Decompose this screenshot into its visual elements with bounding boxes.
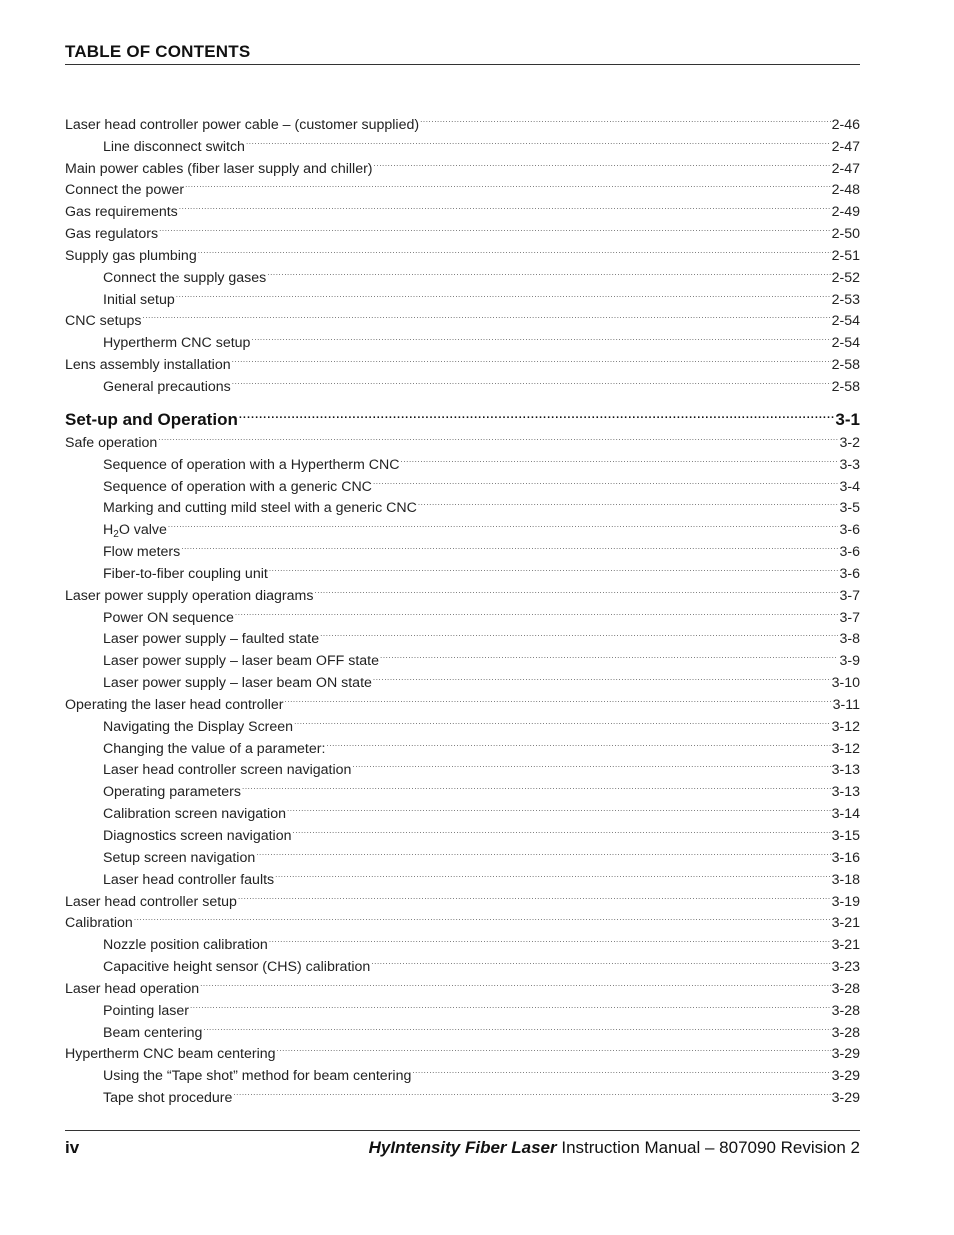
- toc-leader-dots: [232, 347, 831, 369]
- page-footer: [65, 1130, 860, 1171]
- toc-entry-title: Laser power supply operation diagrams: [65, 587, 314, 604]
- toc-leader-dots: [176, 282, 831, 304]
- toc-entry-page: 2-58: [831, 357, 860, 374]
- table-of-contents: [65, 107, 860, 1107]
- toc-entry-page: 3-11: [832, 696, 860, 713]
- toc-leader-dots: [373, 469, 839, 491]
- toc-leader-dots: [239, 399, 835, 425]
- toc-entry-title: Sequence of operation with a generic CNC: [103, 478, 372, 495]
- toc-entry[interactable]: [65, 556, 860, 582]
- toc-entry-title: Setup screen navigation: [103, 849, 256, 866]
- toc-entry-title: Initial setup: [103, 291, 175, 308]
- toc-entry-page: 3-5: [839, 500, 860, 517]
- toc-leader-dots: [233, 1080, 830, 1102]
- toc-entry-title: Laser head controller power cable – (customer supplied): [65, 116, 420, 133]
- toc-entry-page: 2-49: [831, 204, 860, 221]
- toc-entry[interactable]: [65, 173, 860, 199]
- toc-leader-dots: [168, 512, 839, 534]
- toc-entry-title: Capacitive height sensor (CHS) calibration: [103, 959, 371, 976]
- toc-leader-dots: [380, 643, 838, 665]
- toc-entry-page: 3-6: [839, 522, 860, 539]
- toc-leader-dots: [371, 949, 830, 971]
- toc-chapter-heading[interactable]: [65, 399, 860, 429]
- toc-chapter-page: 3-1: [835, 409, 860, 429]
- toc-leader-dots: [314, 578, 838, 600]
- toc-leader-dots: [412, 1058, 830, 1080]
- toc-entry-title: Sequence of operation with a Hypertherm CNC: [103, 456, 400, 473]
- toc-entry-page: 3-3: [839, 456, 860, 473]
- toc-entry-title: Laser power supply – laser beam OFF state: [103, 653, 379, 670]
- toc-entry-page: 2-53: [831, 291, 860, 308]
- toc-leader-dots: [256, 840, 830, 862]
- toc-leader-dots: [190, 993, 831, 1015]
- toc-entry-page: 2-50: [831, 226, 860, 243]
- toc-entry-page: 2-54: [831, 335, 860, 352]
- toc-entry-page: 3-21: [831, 937, 860, 954]
- toc-entry-title: CNC setups: [65, 313, 142, 330]
- page-title: TABLE OF CONTENTS: [65, 42, 251, 61]
- toc-entry-page: 3-9: [839, 653, 860, 670]
- toc-entry-page: 3-7: [839, 587, 860, 604]
- toc-entry[interactable]: [65, 534, 860, 561]
- toc-leader-dots: [326, 731, 830, 753]
- toc-leader-dots: [158, 425, 838, 447]
- toc-leader-dots: [275, 862, 830, 884]
- toc-entry-title: Changing the value of a parameter:: [103, 740, 326, 757]
- toc-leader-dots: [159, 216, 831, 238]
- toc-entry-page: 3-29: [831, 1068, 860, 1085]
- toc-entry[interactable]: [65, 425, 860, 451]
- toc-entry-title: Calibration screen navigation: [103, 806, 286, 823]
- toc-entry-page: 3-16: [831, 849, 860, 866]
- toc-entry-title: Supply gas plumbing: [65, 247, 197, 264]
- toc-entry-page: 3-18: [831, 871, 860, 888]
- toc-leader-dots: [142, 304, 830, 326]
- toc-entry-title: Connect the power: [65, 182, 185, 199]
- toc-entry-title: Using the “Tape shot” method for beam centering: [103, 1068, 412, 1085]
- toc-leader-dots: [352, 753, 830, 775]
- toc-entry-title: Gas regulators: [65, 226, 159, 243]
- toc-entry-page: 2-54: [831, 313, 860, 330]
- footer-page-number: iv: [65, 1138, 80, 1157]
- toc-entry-h2o-valve[interactable]: [65, 512, 860, 541]
- toc-entry-title: Laser head operation: [65, 980, 200, 997]
- toc-leader-dots: [292, 818, 830, 840]
- toc-entry-page: 3-13: [831, 784, 860, 801]
- toc-entry-title: Pointing laser: [103, 1002, 189, 1019]
- toc-leader-dots: [198, 238, 831, 260]
- toc-entry[interactable]: [65, 447, 860, 473]
- toc-leader-dots: [401, 447, 839, 469]
- toc-entry-title: Lens assembly installation: [65, 357, 231, 374]
- toc-entry-title: Beam centering: [103, 1024, 203, 1041]
- toc-leader-dots: [374, 151, 831, 173]
- toc-leader-dots: [200, 971, 830, 993]
- toc-entry[interactable]: [65, 325, 860, 352]
- toc-entry-page: 3-6: [839, 544, 860, 561]
- toc-entry-page: 2-48: [831, 182, 860, 199]
- toc-entry-title: Flow meters: [103, 544, 181, 561]
- toc-section-chapter-3: [65, 399, 860, 1107]
- toc-entry-page: 3-28: [831, 980, 860, 997]
- toc-entry[interactable]: [65, 216, 860, 243]
- footer-manual-title: [369, 1138, 860, 1158]
- toc-entry-page: 3-15: [831, 828, 860, 844]
- toc-entry[interactable]: [65, 304, 860, 330]
- toc-leader-dots: [418, 491, 839, 513]
- toc-entry[interactable]: [65, 107, 860, 133]
- toc-entry-page: 3-29: [831, 1090, 860, 1107]
- toc-entry-title: Diagnostics screen navigation: [103, 828, 292, 844]
- h2o-h: H: [103, 522, 114, 539]
- toc-entry-title: Connect the supply gases: [103, 269, 267, 286]
- toc-entry-title: Fiber-to-fiber coupling unit: [103, 565, 268, 582]
- toc-entry-page: 2-46: [831, 116, 860, 133]
- toc-entry-page: 2-58: [831, 378, 860, 395]
- toc-entry-page: 3-10: [831, 675, 860, 692]
- toc-entry-title: Calibration: [65, 915, 133, 932]
- toc-entry-page: 3-7: [839, 609, 860, 626]
- toc-entry-title: General precautions: [103, 378, 231, 395]
- toc-entry-title: Hypertherm CNC setup: [103, 335, 251, 352]
- toc-entry-page: 3-8: [839, 631, 860, 648]
- toc-entry-title: Laser head controller faults: [103, 871, 275, 888]
- toc-entry-title: Safe operation: [65, 434, 158, 451]
- toc-leader-dots: [203, 1015, 830, 1037]
- toc-entry-title: Operating parameters: [103, 784, 242, 801]
- toc-leader-dots: [267, 260, 830, 282]
- toc-entry-title: Hypertherm CNC beam centering: [65, 1046, 276, 1063]
- toc-entry[interactable]: [65, 282, 860, 308]
- toc-leader-dots: [294, 709, 831, 731]
- toc-entry-title: Laser head controller setup: [65, 893, 237, 910]
- toc-entry-page: 3-13: [831, 762, 860, 779]
- toc-entry-page: 3-19: [831, 893, 860, 910]
- toc-entry[interactable]: [65, 927, 860, 954]
- toc-entry-title: Navigating the Display Screen: [103, 718, 294, 735]
- toc-leader-dots: [185, 173, 831, 195]
- toc-entry-title: Tape shot procedure: [103, 1090, 233, 1107]
- toc-entry-page: 2-47: [831, 138, 860, 155]
- toc-entry-title: Operating the laser head controller: [65, 696, 284, 713]
- toc-leader-dots: [269, 556, 839, 578]
- toc-entry-page: 3-21: [831, 915, 860, 932]
- toc-entry-page: 2-52: [831, 269, 860, 286]
- toc-entry[interactable]: [65, 906, 860, 932]
- toc-entry-page: 3-6: [839, 565, 860, 582]
- toc-entry-title: Line disconnect switch: [103, 138, 245, 155]
- h2o-suffix: O valve: [118, 522, 167, 539]
- toc-entry-title: Laser head controller screen navigation: [103, 762, 352, 779]
- h2o-subscript: 2: [113, 529, 119, 541]
- toc-chapter-title: Set-up and Operation: [65, 409, 238, 429]
- toc-entry-title: Laser power supply – faulted state: [103, 631, 320, 648]
- toc-leader-dots: [179, 194, 831, 216]
- footer-manual-info: Instruction Manual – 807090 Revision 2: [556, 1138, 860, 1157]
- toc-leader-dots: [232, 369, 831, 391]
- toc-leader-dots: [284, 687, 831, 709]
- toc-entry-page: 2-51: [831, 247, 860, 264]
- toc-entry-page: 3-28: [831, 1002, 860, 1019]
- toc-leader-dots: [251, 325, 830, 347]
- toc-entry-title: Nozzle position calibration: [103, 937, 268, 954]
- toc-entry-page: 3-23: [831, 959, 860, 976]
- toc-entry-page: 3-29: [831, 1046, 860, 1063]
- toc-entry[interactable]: [65, 238, 860, 264]
- toc-entry-title: Power ON sequence: [103, 609, 234, 626]
- toc-leader-dots: [235, 600, 839, 622]
- toc-leader-dots: [287, 796, 831, 818]
- toc-leader-dots: [420, 107, 831, 129]
- toc-entry-page: 3-28: [831, 1024, 860, 1041]
- toc-entry-title: Main power cables (fiber laser supply and chiller): [65, 160, 373, 177]
- toc-entry-page: 3-12: [831, 740, 860, 757]
- toc-leader-dots: [181, 534, 838, 556]
- footer-product-name: HyIntensity Fiber Laser: [368, 1138, 557, 1157]
- toc-section-chapter-2: [65, 107, 860, 395]
- toc-entry-title: Marking and cutting mild steel with a generic CNC: [103, 500, 417, 517]
- toc-leader-dots: [373, 665, 831, 687]
- toc-entry-title: Gas requirements: [65, 204, 178, 221]
- toc-leader-dots: [277, 1037, 831, 1059]
- toc-entry-page: 2-47: [831, 160, 860, 177]
- page-header: [65, 42, 860, 65]
- toc-leader-dots: [320, 622, 838, 644]
- toc-leader-dots: [134, 906, 831, 928]
- toc-entry-page: 3-12: [831, 718, 860, 735]
- toc-leader-dots: [269, 927, 831, 949]
- toc-entry-title: Laser power supply – laser beam ON state: [103, 675, 372, 692]
- toc-entry-page: 3-2: [839, 434, 860, 451]
- toc-leader-dots: [242, 774, 831, 796]
- toc-entry[interactable]: [65, 194, 860, 221]
- toc-leader-dots: [238, 884, 831, 906]
- toc-entry-page: 3-4: [839, 478, 860, 495]
- toc-entry-page: 3-14: [831, 806, 860, 823]
- toc-leader-dots: [246, 129, 831, 151]
